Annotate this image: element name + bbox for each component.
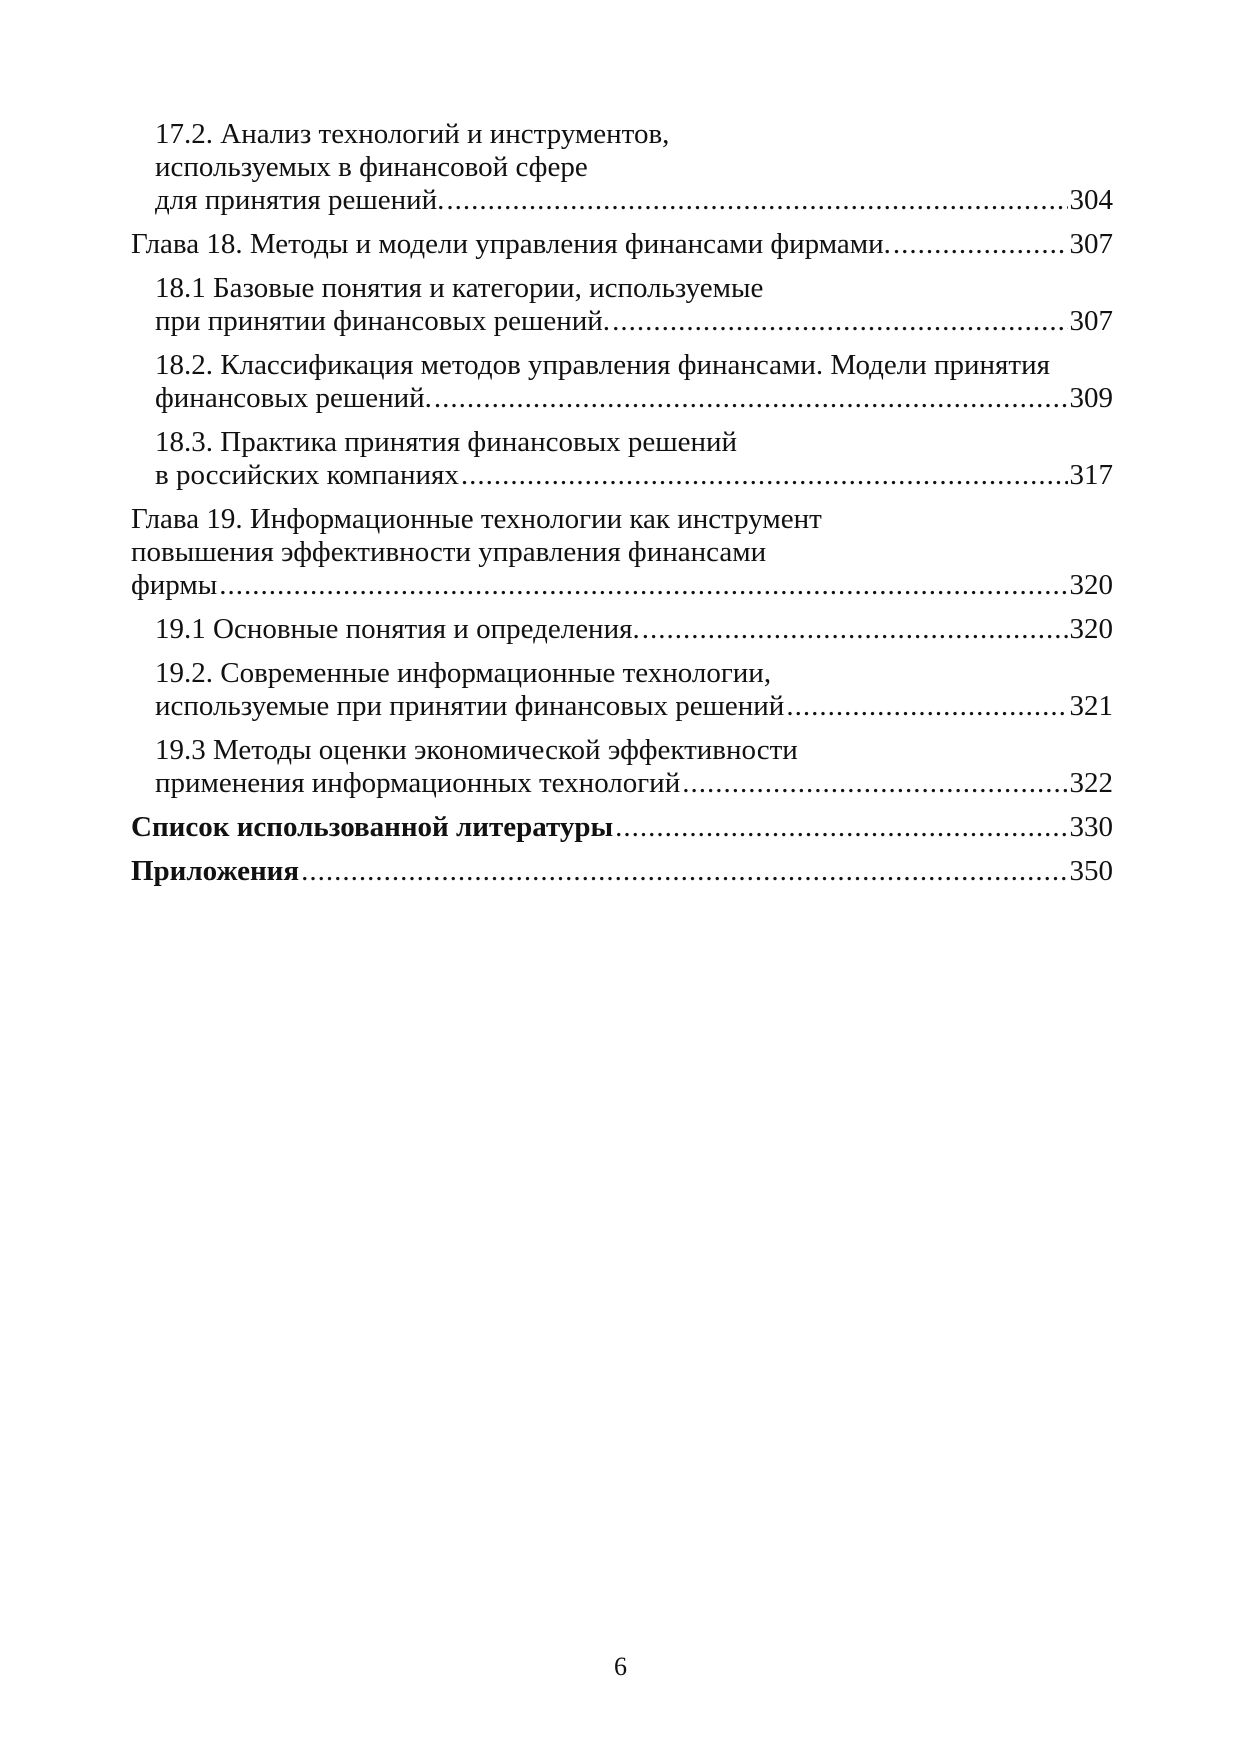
- toc-entry-line: повышения эффективности управления финансами: [131, 536, 767, 568]
- toc-entry-line: 17.2. Анализ технологий и инструментов,: [155, 118, 670, 150]
- toc-entry-line: 19.3 Методы оценки экономической эффективности: [155, 734, 798, 766]
- toc-entry-18-1: [131, 272, 1113, 338]
- toc-entry-17-2: [131, 118, 1113, 217]
- toc-entry-last-line: [155, 184, 1113, 217]
- dot-leader: [615, 811, 1067, 844]
- toc-entry-text: применения информационных технологий: [155, 767, 681, 799]
- toc-entry-19-3: [131, 734, 1113, 800]
- toc-page-number: 322: [1069, 767, 1113, 799]
- toc-entry-text: для принятия решений.: [155, 184, 445, 216]
- toc-page-number: 317: [1069, 459, 1113, 491]
- toc-entry-chapter-18: [131, 228, 1113, 261]
- toc-entry-19-1: [131, 613, 1113, 646]
- dot-leader: [786, 690, 1067, 723]
- dot-leader: [434, 382, 1068, 415]
- toc-entry-last-line: [131, 811, 1113, 844]
- toc-entry-text: используемые при принятии финансовых решений: [155, 690, 785, 722]
- toc-entry-line: 18.2. Классификация методов управления финансами. Модели принятия: [155, 349, 1050, 381]
- toc-page-number: 350: [1069, 855, 1113, 887]
- dot-leader: [219, 569, 1067, 602]
- toc-entry-last-line: [155, 305, 1113, 338]
- toc-entry-last-line: [155, 382, 1113, 415]
- toc-entry-line: используемых в финансовой сфере: [155, 151, 588, 183]
- toc-page-number: 307: [1069, 305, 1113, 337]
- toc-entry-chapter-19: [131, 503, 1113, 602]
- dot-leader: [301, 855, 1067, 888]
- toc-entry-line: Глава 19. Информационные технологии как инструмент: [131, 503, 822, 535]
- toc-page-number: 320: [1069, 613, 1113, 645]
- dot-leader: [682, 767, 1067, 800]
- toc-page-number: 304: [1069, 184, 1113, 216]
- toc-page-number: 330: [1069, 811, 1113, 843]
- toc-entry-text: при принятии финансовых решений.: [155, 305, 611, 337]
- toc-entry-text: в российских компаниях: [155, 459, 459, 491]
- toc-entry-text: Приложения: [131, 855, 300, 887]
- toc-entry-text: 19.1 Основные понятия и определения.: [155, 613, 640, 645]
- toc-page-number: 320: [1069, 569, 1113, 601]
- toc-page-number: 307: [1069, 228, 1113, 260]
- page-number: 6: [614, 1652, 627, 1681]
- toc-entry-18-3: [131, 426, 1113, 492]
- toc-entry-text: Список использованной литературы: [131, 811, 614, 843]
- toc-entry-last-line: [131, 569, 1113, 602]
- toc-entry-line: 18.1 Базовые понятия и категории, используемые: [155, 272, 764, 304]
- toc-entry-last-line: [155, 767, 1113, 800]
- dot-leader: [893, 228, 1068, 261]
- toc-entry-18-2: [131, 349, 1113, 415]
- toc-entry-last-line: [155, 690, 1113, 723]
- toc-entry-19-2: [131, 657, 1113, 723]
- toc-entry-text: финансовых решений.: [155, 382, 432, 414]
- toc-entry-line: 19.2. Современные информационные технологии,: [155, 657, 772, 689]
- dot-leader: [612, 305, 1067, 338]
- toc-entry-last-line: [131, 228, 1113, 261]
- toc-entry-text: Глава 18. Методы и модели управления финансами фирмами.: [131, 228, 891, 260]
- toc-entry-last-line: [131, 855, 1113, 888]
- toc-entry-last-line: [155, 613, 1113, 646]
- dot-leader: [446, 184, 1067, 217]
- table-of-contents: [131, 118, 1113, 899]
- dot-leader: [642, 613, 1068, 646]
- toc-entry-appendices: [131, 855, 1113, 888]
- toc-entry-line: 18.3. Практика принятия финансовых решений: [155, 426, 738, 458]
- toc-entry-last-line: [155, 459, 1113, 492]
- toc-entry-text: фирмы: [131, 569, 218, 601]
- toc-page-number: 321: [1069, 690, 1113, 722]
- toc-entry-references: [131, 811, 1113, 844]
- dot-leader: [461, 459, 1068, 492]
- toc-page-number: 309: [1069, 382, 1113, 414]
